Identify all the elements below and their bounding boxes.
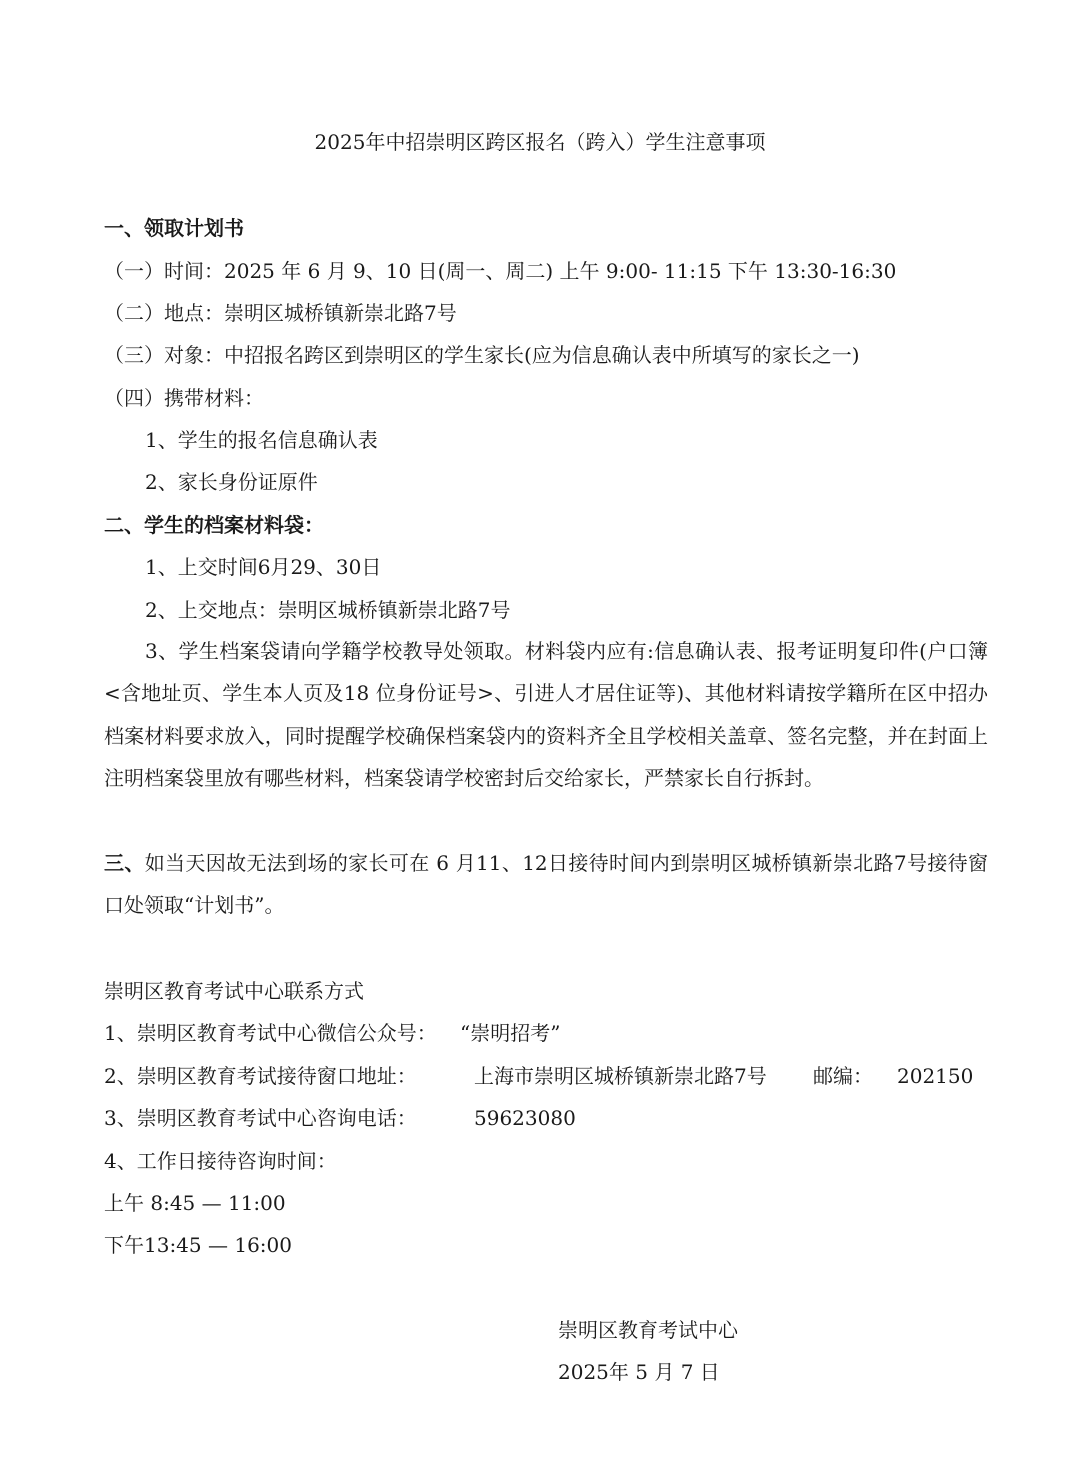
section1-materials-label: （四）携带材料： [104, 386, 264, 410]
section2-item: 1、上交时间6月29、30日 [145, 555, 382, 579]
section2-heading: 二、学生的档案材料袋： [104, 513, 324, 537]
contact-wechat-value: “崇明招考” [460, 1021, 561, 1045]
contact-address-label: 2、崇明区教育考试接待窗口地址： [104, 1064, 417, 1088]
section2-item: 2、上交地点：崇明区城桥镇新崇北路7号 [145, 598, 511, 622]
signature-org: 崇明区教育考试中心 [558, 1318, 738, 1342]
contact-postcode-label: 邮编： [813, 1064, 873, 1088]
contact-heading: 崇明区教育考试中心联系方式 [104, 979, 364, 1003]
document-title: 2025年中招崇明区跨区报名（跨入）学生注意事项 [314, 130, 766, 154]
section1-heading: 一、领取计划书 [104, 216, 244, 240]
contact-hours-label: 4、工作日接待咨询时间： [104, 1149, 337, 1173]
contact-phone-label: 3、崇明区教育考试中心咨询电话： [104, 1106, 417, 1130]
contact-hours-afternoon: 下午13:45 — 16:00 [104, 1233, 292, 1257]
contact-wechat-label: 1、崇明区教育考试中心微信公众号： [104, 1021, 437, 1045]
section1-time: （一）时间：2025 年 6 月 9、10 日(周一、周二) 上午 9:00- 11:15 下午 13:30-16:30 [104, 259, 897, 283]
section3-paragraph [104, 842, 988, 927]
section1-material-item: 1、学生的报名信息确认表 [145, 428, 378, 452]
section3-text: 如当天因故无法到场的家长可在 6 月11、12日接待时间内到崇明区城桥镇新崇北路7号接待窗口处领取“计划书”。 [104, 851, 989, 918]
section2-item3-paragraph: 3、学生档案袋请向学籍学校教导处领取。材料袋内应有:信息确认表、报考证明复印件(户口簿<含地址页、学生本人页及18 位身份证号>、引进人才居住证等)、其他材料请按学籍所在区中招办档案材料要求放入，同时提醒学校确保档案袋内的资料齐全且学校相关盖章、签名完整，并在封面上注明档案袋里放有哪些材料，档案袋请学校密封后交给家长，严禁家长自行拆封。 [104, 639, 988, 790]
section3-heading: 三、 [104, 851, 145, 875]
section1-target: （三）对象：中招报名跨区到崇明区的学生家长(应为信息确认表中所填写的家长之一) [104, 343, 860, 367]
contact-address-value: 上海市崇明区城桥镇新崇北路7号 [474, 1064, 767, 1088]
contact-hours-morning: 上午 8:45 — 11:00 [104, 1191, 286, 1215]
section1-material-item: 2、家长身份证原件 [145, 470, 318, 494]
signature-date: 2025年 5 月 7 日 [558, 1360, 720, 1384]
section1-place: （二）地点：崇明区城桥镇新崇北路7号 [104, 301, 457, 325]
contact-phone-value: 59623080 [474, 1106, 576, 1130]
contact-postcode-value: 202150 [897, 1064, 974, 1088]
